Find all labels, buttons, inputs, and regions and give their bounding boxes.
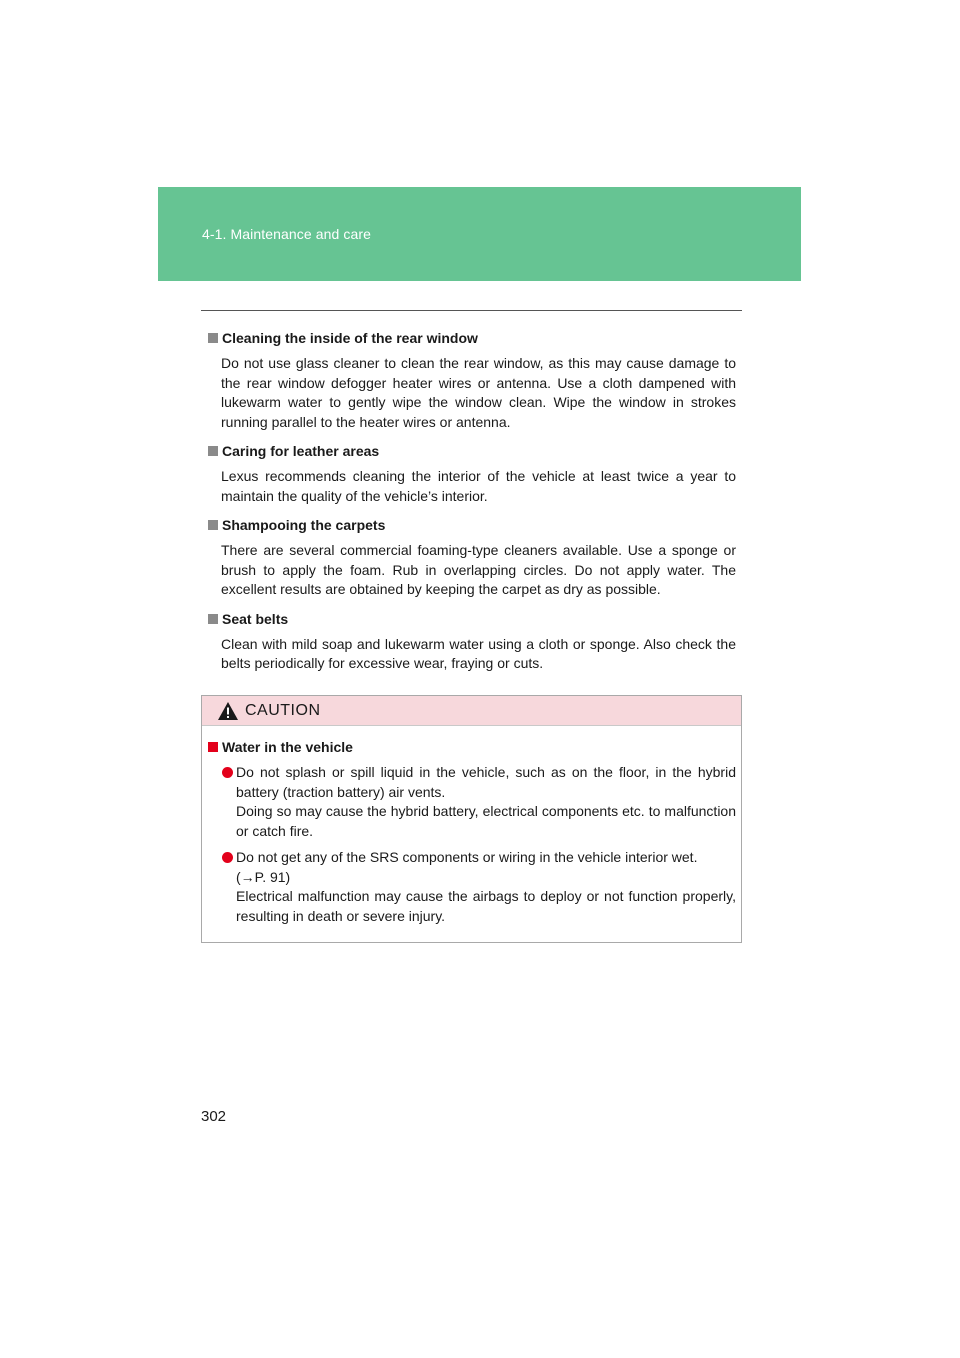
section-heading: Shampooing the carpets [222,517,386,533]
caution-bullet: Do not splash or spill liquid in the vehicle, such as on the floor, in the hybrid battery (traction battery) air vents. Doing so may cause the hybrid battery, electrical components etc. to malfunction or catch fire. [207,763,736,841]
section-heading: Caring for leather areas [222,443,380,459]
section-body: Lexus recommends cleaning the interior of the vehicle at least twice a year to maintain the quality of the vehicle’s interior. [221,468,736,504]
section-body: There are several commercial foaming-type cleaners available. Use a sponge or brush to apply the foam. Rub in overlapping circles. Do not apply water. The excellent results are obtained by keeping the carpet as dry as possible. [221,542,736,597]
caution-box [201,695,742,943]
section-header-band [158,187,801,281]
caution-title: CAUTION [245,701,321,719]
main-content [201,328,736,683]
caution-header [202,696,741,726]
divider-rule [201,310,742,311]
section-leather [201,441,736,506]
caution-body [202,726,741,926]
square-bullet-icon [208,742,218,752]
caution-subheading: Water in the vehicle [222,739,353,755]
caution-bullet: Do not get any of the SRS components or wiring in the vehicle interior wet. (→P. 91) Electrical malfunction may cause the airbags to deploy or not function properly, resulting in death or severe injury. [207,848,736,926]
section-heading: Seat belts [222,610,289,627]
square-bullet-icon [208,520,218,530]
section-seat-belts [201,609,736,674]
section-body: Clean with mild soap and lukewarm water using a cloth or sponge. Also check the belts periodically for excessive wear, fraying or cuts. [221,635,736,671]
page-reference: (→P. 91) [236,868,291,885]
square-bullet-icon [208,446,218,456]
page-number: 302 [201,1108,227,1125]
square-bullet-icon [208,333,218,343]
section-title: 4-1. Maintenance and care [202,226,372,242]
section-heading: Cleaning the inside of the rear window [222,330,478,346]
warning-triangle-icon [217,701,239,721]
red-dot-icon [222,767,233,778]
section-rear-window [201,328,736,432]
square-bullet-icon [208,614,218,624]
section-body: Do not use glass cleaner to clean the rear window, as this may cause damage to the rear window defogger heater wires or antenna. Use a cloth dampened with lukewarm water to gently wipe the window clean. Wipe the window in strokes running parallel to the heater wires or antenna. [221,355,736,430]
section-carpets [201,515,736,600]
red-dot-icon [222,852,233,863]
